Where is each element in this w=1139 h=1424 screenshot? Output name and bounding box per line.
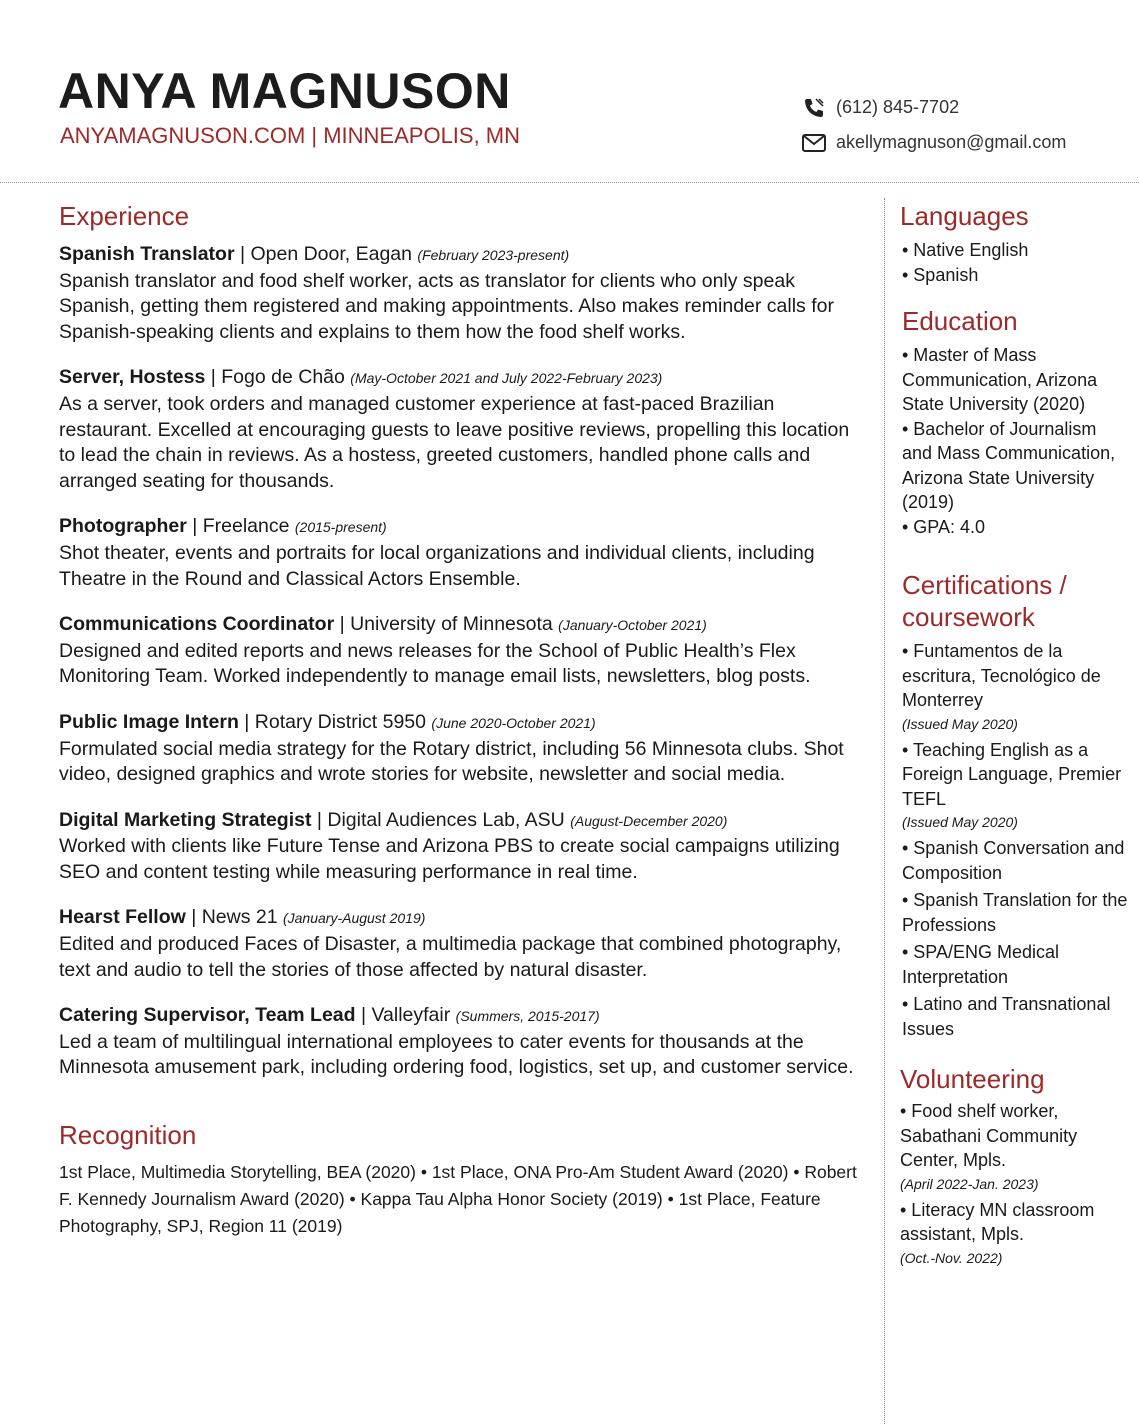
certification-item xyxy=(902,738,1130,834)
item-text: • Spanish Conversation and Composition xyxy=(902,838,1125,883)
languages-list xyxy=(900,238,1130,287)
job-header xyxy=(59,1003,869,1030)
job-header xyxy=(59,710,869,737)
experience-item xyxy=(59,1003,869,1081)
job-title: Communications Coordinator xyxy=(59,613,335,636)
job-description: Shot theater, events and portraits for local organizations and individual clients, including Theatre in the Round and Classical Actors Ensemble. xyxy=(59,541,815,590)
item-date: (Oct.-Nov. 2022) xyxy=(900,1249,1003,1266)
education-item: • GPA: 4.0 xyxy=(902,516,986,537)
job-dates: (February 2023-present) xyxy=(417,247,570,263)
item-text: • Teaching English as a Foreign Language, Premier TEFL xyxy=(902,739,1122,809)
job-organization: | University of Minnesota xyxy=(334,613,559,636)
experience-heading: Experience xyxy=(59,201,190,231)
email-address[interactable]: akellymagnuson@gmail.com xyxy=(836,132,1067,152)
job-dates: (January-October 2021) xyxy=(558,617,707,634)
email-row xyxy=(802,125,1066,160)
languages-section xyxy=(900,200,1130,287)
job-description: Formulated social media strategy for the Rotary district, including 56 Minnesota clubs. Shot video, designed graphics and wrote stories for website, newsletter and social media. xyxy=(59,737,844,786)
certifications-list xyxy=(902,639,1130,1041)
job-header xyxy=(59,612,869,639)
job-description: Edited and produced Faces of Disaster, a multimedia package that combined photography, text and audio to tell the stories of those affected by natural disaster. xyxy=(59,933,842,981)
certification-item xyxy=(902,639,1130,735)
job-title: Public Image Intern xyxy=(59,710,239,733)
language-item: • Spanish xyxy=(902,264,979,285)
contact-block xyxy=(802,90,1066,160)
job-header xyxy=(59,905,869,932)
job-organization: | Rotary District 5950 xyxy=(238,710,432,733)
main-column xyxy=(59,200,869,1240)
experience-item xyxy=(59,710,869,788)
job-header xyxy=(59,242,869,269)
job-dates: (January-August 2019) xyxy=(282,910,426,927)
certifications-heading: Certifications / coursework xyxy=(902,570,1067,632)
experience-item xyxy=(59,242,869,345)
phone-icon xyxy=(802,96,836,120)
job-organization: | News 21 xyxy=(185,906,283,929)
item-text: • Funtamentos de la escritura, Tecnológico de Monterrey xyxy=(902,641,1101,710)
experience-item xyxy=(59,365,869,494)
job-dates: (August-December 2020) xyxy=(570,812,728,829)
column-divider xyxy=(884,198,885,1424)
education-heading: Education xyxy=(902,306,1018,336)
item-text: • SPA/ENG Medical Interpretation xyxy=(902,942,1060,987)
resume-name: ANYA MAGNUSON xyxy=(58,63,511,119)
volunteering-item xyxy=(900,1099,1130,1195)
volunteering-item xyxy=(900,1198,1130,1269)
header-divider xyxy=(0,182,1139,183)
volunteering-list xyxy=(900,1099,1130,1269)
experience-list xyxy=(59,242,869,1081)
job-description: Designed and edited reports and news releases for the School of Public Health’s Flex Monitoring Team. Worked independently to manage email lists, newsletters, blog posts. xyxy=(59,639,811,688)
experience-item xyxy=(59,612,869,690)
education-item: • Master of Mass Communication, Arizona State University (2020) xyxy=(902,345,1098,414)
phone-number[interactable]: (612) 845-7702 xyxy=(836,97,960,117)
language-item: • Native English xyxy=(902,240,1029,260)
item-date: (Issued May 2020) xyxy=(902,814,1018,830)
certifications-section xyxy=(900,569,1130,1041)
phone-row xyxy=(802,90,1066,125)
education-list xyxy=(902,343,1130,539)
envelope-icon xyxy=(802,134,836,152)
website-location: ANYAMAGNUSON.COM | MINNEAPOLIS, MN xyxy=(60,123,521,148)
job-header xyxy=(59,365,869,392)
job-description: Worked with clients like Future Tense and Arizona PBS to create social campaigns utilizing SEO and content testing while measuring performance in real time. xyxy=(59,835,840,883)
job-organization: | Freelance xyxy=(186,515,295,538)
job-organization: | Valleyfair xyxy=(355,1004,456,1027)
experience-item xyxy=(59,808,869,886)
job-description: As a server, took orders and managed customer experience at fast-paced Brazilian restaurant. Excelled at encouraging guests to leave positive reviews, propelling this location to lead the chain in reviews. As a hostess, greeted customers, handled phone calls and arranged seating for thousands. xyxy=(59,392,850,492)
certification-item xyxy=(902,940,1130,989)
job-title: Digital Marketing Strategist xyxy=(59,808,312,831)
languages-heading: Languages xyxy=(900,201,1029,231)
recognition-text: 1st Place, Multimedia Storytelling, BEA (2020) • 1st Place, ONA Pro-Am Student Award (2020) • Robert F. Kennedy Journalism Award (2020) • Kappa Tau Alpha Honor Society (2019) • 1st Place, Feature Photography, SPJ, Region 11 (2019) xyxy=(59,1162,857,1237)
certification-item xyxy=(902,836,1130,885)
job-title: Catering Supervisor, Team Lead xyxy=(59,1004,356,1027)
job-dates: (Summers, 2015-2017) xyxy=(455,1008,600,1025)
item-date: (April 2022-Jan. 2023) xyxy=(900,1175,1039,1192)
volunteering-section xyxy=(900,1063,1130,1269)
experience-item xyxy=(59,514,869,592)
education-item: • Bachelor of Journalism and Mass Communication, Arizona State University (2019) xyxy=(902,418,1116,512)
job-title: Photographer xyxy=(59,515,187,538)
job-title: Spanish Translator xyxy=(59,243,235,265)
item-text: • Latino and Transnational Issues xyxy=(902,994,1111,1039)
certification-item xyxy=(902,992,1130,1041)
job-header xyxy=(59,514,869,541)
certification-item xyxy=(902,888,1130,937)
item-date: (Issued May 2020) xyxy=(902,715,1018,732)
job-organization: | Digital Audiences Lab, ASU xyxy=(311,808,571,831)
job-dates: (2015-present) xyxy=(294,519,387,536)
item-text: • Food shelf worker, Sabathani Community Center, Mpls. xyxy=(900,1101,1078,1170)
recognition-heading: Recognition xyxy=(59,1120,197,1151)
education-section xyxy=(900,305,1130,539)
volunteering-heading: Volunteering xyxy=(900,1064,1045,1094)
job-header xyxy=(59,808,869,835)
job-organization: | Fogo de Chão xyxy=(205,366,351,389)
side-column xyxy=(900,200,1130,1287)
experience-item xyxy=(59,905,869,983)
item-text: • Spanish Translation for the Professions xyxy=(902,890,1128,935)
job-dates: (May-October 2021 and July 2022-February 2023) xyxy=(350,370,663,387)
job-title: Server, Hostess xyxy=(59,366,206,389)
job-dates: (June 2020-October 2021) xyxy=(431,714,596,731)
item-text: • Literacy MN classroom assistant, Mpls. xyxy=(900,1199,1095,1244)
job-organization: | Open Door, Eagan xyxy=(234,243,418,265)
job-description: Spanish translator and food shelf worker, acts as translator for clients who only speak Spanish, getting them registered and making appointments. Also makes reminder calls for Spanish-speaking clients and explains to them how the food shelf works. xyxy=(59,269,834,343)
job-title: Hearst Fellow xyxy=(59,906,186,929)
job-description: Led a team of multilingual international employees to cater events for thousands at the Minnesota amusement park, including ordering food, logistics, set up, and customer service. xyxy=(59,1030,854,1079)
